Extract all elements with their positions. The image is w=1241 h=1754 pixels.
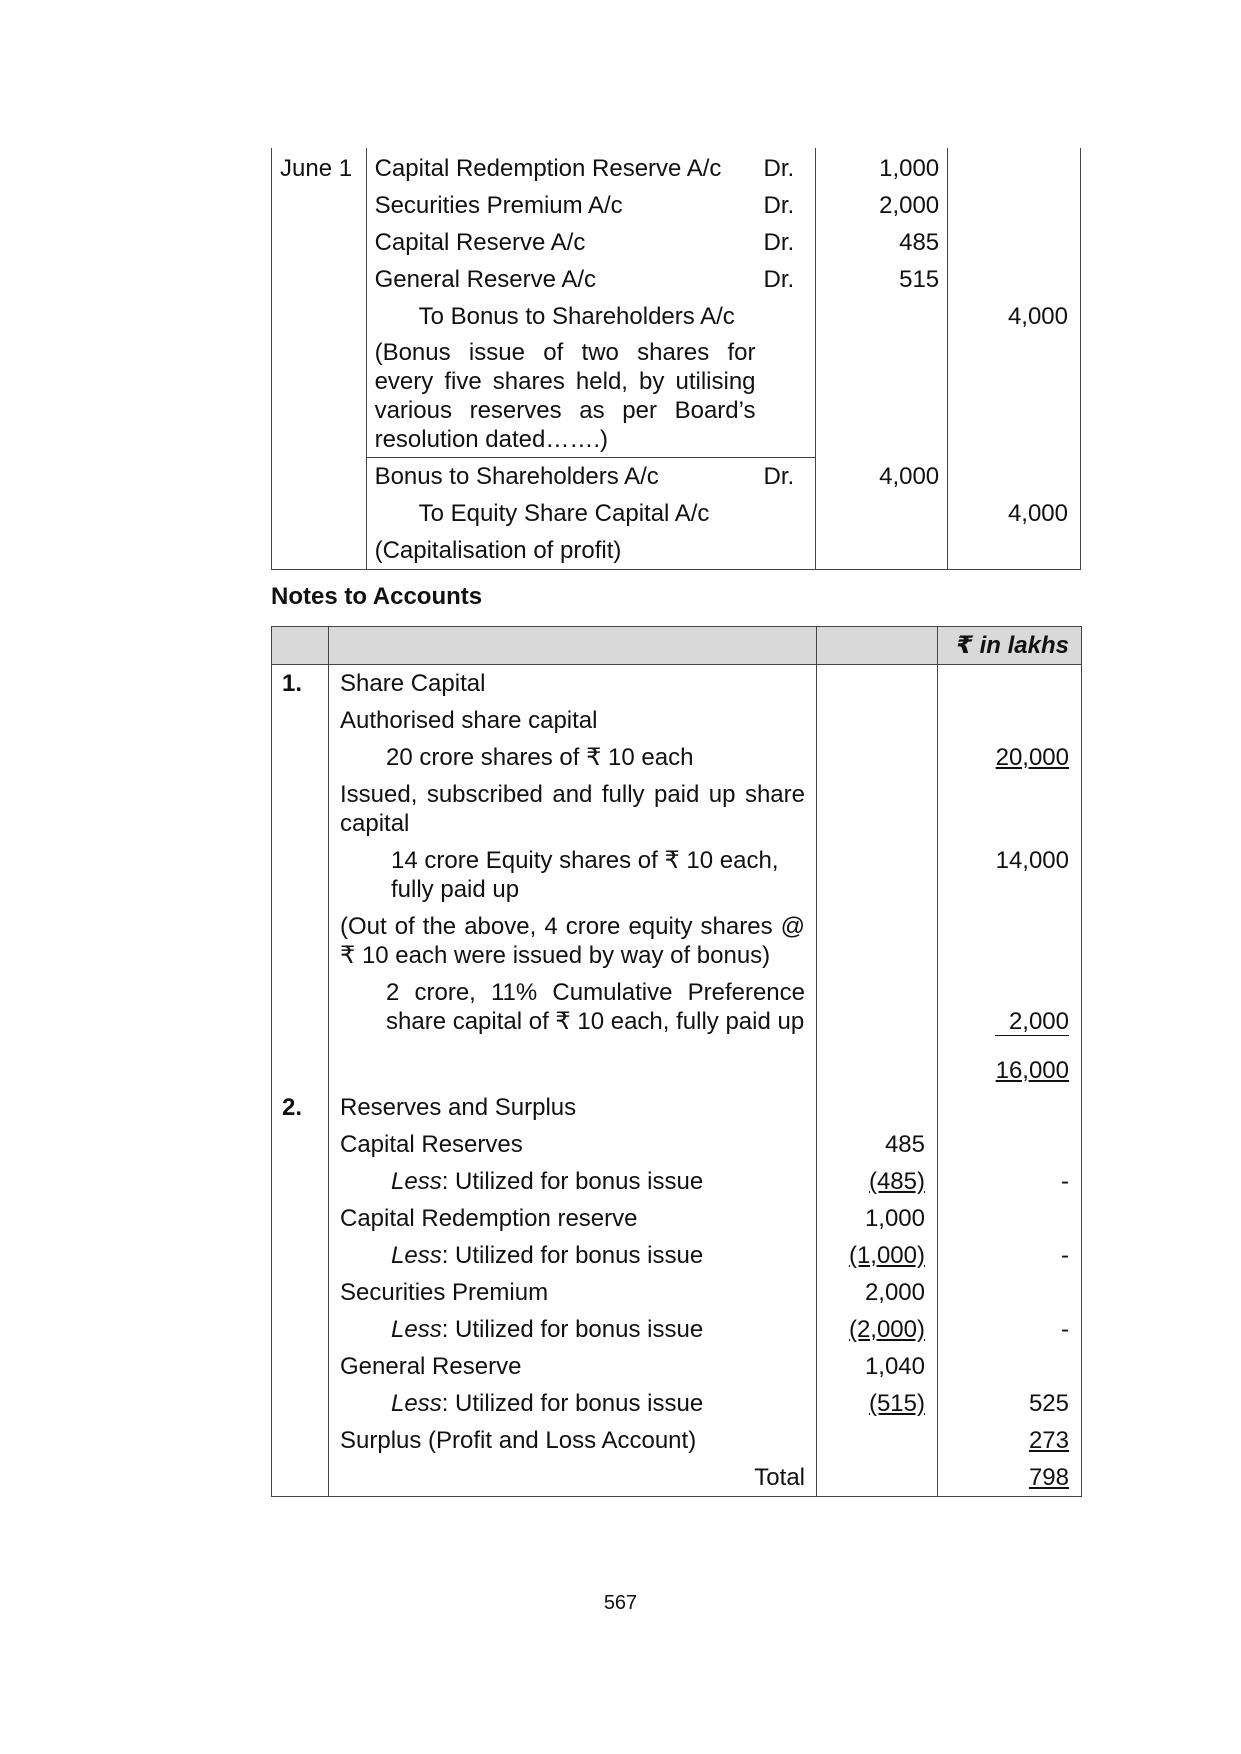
note-amount: 14,000 <box>938 842 1082 908</box>
table-row <box>272 1385 1082 1422</box>
note-amount: 1,000 <box>817 1200 938 1237</box>
note-amount: 1,040 <box>817 1348 938 1385</box>
note-amount: 16,000 <box>995 1057 1069 1084</box>
table-row <box>272 702 1082 739</box>
journal-debit: 485 <box>816 224 948 261</box>
unit-label: ₹ in lakhs <box>938 627 1082 665</box>
note-amount: 2,000 <box>817 1274 938 1311</box>
note-particulars: General Reserve <box>329 1348 817 1385</box>
journal-debit <box>816 495 948 532</box>
table-row <box>272 1348 1082 1385</box>
note-amount: 525 <box>938 1385 1082 1422</box>
journal-particulars: Capital Reserve A/c <box>374 229 586 256</box>
journal-particulars: Capital Redemption Reserve A/c <box>374 155 722 182</box>
journal-credit <box>948 187 1081 224</box>
notes-header-row <box>272 627 1082 665</box>
journal-row <box>272 224 1081 261</box>
table-row <box>272 1089 1082 1126</box>
note-particulars: Less: Utilized for bonus issue <box>329 1311 817 1348</box>
journal-particulars: Securities Premium A/c <box>374 192 623 219</box>
table-row <box>272 842 1082 908</box>
table-row <box>272 1126 1082 1163</box>
journal-particulars: Bonus to Shareholders A/c <box>366 458 763 496</box>
journal-credit <box>948 261 1081 298</box>
notes-heading: Notes to Accounts <box>271 583 483 610</box>
note-particulars: 20 crore shares of ₹ 10 each <box>329 739 817 776</box>
table-row <box>272 908 1082 974</box>
table-row <box>272 1422 1082 1459</box>
journal-dr: Dr. <box>764 224 816 261</box>
table-row <box>272 776 1082 842</box>
table-row <box>272 1052 1082 1089</box>
table-row <box>272 1237 1082 1274</box>
journal-table <box>271 148 1081 570</box>
journal-row <box>272 187 1081 224</box>
note-particulars: 2 crore, 11% Cumulative Preference share capital of ₹ 10 each, fully paid up <box>329 974 817 1052</box>
journal-row <box>272 335 1081 458</box>
note-amount: - <box>938 1163 1082 1200</box>
note-amount: 2,000 <box>995 1009 1069 1036</box>
note-amount: (485) <box>868 1168 925 1195</box>
journal-dr <box>764 298 816 335</box>
table-row <box>272 665 1082 703</box>
journal-dr: Dr. <box>764 261 816 298</box>
journal-row <box>272 298 1081 335</box>
note-amount: - <box>938 1311 1082 1348</box>
journal-row <box>272 458 1081 496</box>
note-particulars: Issued, subscribed and fully paid up share capital <box>329 776 817 842</box>
journal-credit <box>948 224 1081 261</box>
table-row <box>272 1163 1082 1200</box>
journal-date: June 1 <box>272 148 367 187</box>
note-amount: (515) <box>868 1390 925 1417</box>
table-row <box>272 1200 1082 1237</box>
note-amount: 20,000 <box>995 744 1069 771</box>
journal-dr <box>764 495 816 532</box>
note-particulars: (Out of the above, 4 crore equity shares @ ₹ 10 each were issued by way of bonus) <box>329 908 817 974</box>
journal-row <box>272 261 1081 298</box>
journal-particulars: To Equity Share Capital A/c <box>418 500 710 527</box>
journal-narration: (Bonus issue of two shares for every five shares held, by utilising various reserves as per Board’s resolution dated…….) <box>374 339 756 453</box>
journal-particulars: General Reserve A/c <box>374 266 597 293</box>
table-row <box>272 739 1082 776</box>
note-number: 2. <box>272 1089 329 1126</box>
journal-row <box>272 148 1081 187</box>
table-row <box>272 1311 1082 1348</box>
note-particulars: Less: Utilized for bonus issue <box>329 1163 817 1200</box>
journal-dr: Dr. <box>764 187 816 224</box>
note-particulars: Share Capital <box>329 665 817 703</box>
note-amount: - <box>938 1237 1082 1274</box>
note-particulars: Surplus (Profit and Loss Account) <box>329 1422 817 1459</box>
table-row <box>272 1274 1082 1311</box>
journal-debit: 1,000 <box>816 148 948 187</box>
journal-dr: Dr. <box>764 148 816 187</box>
journal-dr: Dr. <box>764 458 816 496</box>
journal-debit: 515 <box>816 261 948 298</box>
journal-credit: 4,000 <box>948 495 1081 532</box>
note-amount: (2,000) <box>848 1316 925 1343</box>
total-label: Total <box>329 1459 817 1497</box>
note-particulars: Securities Premium <box>329 1274 817 1311</box>
page-number: 567 <box>603 1592 638 1614</box>
notes-table <box>271 626 1082 1497</box>
journal-debit: 4,000 <box>816 458 948 496</box>
table-row <box>272 1459 1082 1497</box>
note-particulars: Less: Utilized for bonus issue <box>329 1385 817 1422</box>
journal-particulars: To Bonus to Shareholders A/c <box>418 303 735 330</box>
journal-row <box>272 495 1081 532</box>
note-amount: (1,000) <box>848 1242 925 1269</box>
journal-credit <box>948 148 1081 187</box>
journal-credit <box>948 458 1081 496</box>
note-amount: 273 <box>1028 1427 1069 1454</box>
note-particulars: Less: Utilized for bonus issue <box>329 1237 817 1274</box>
note-particulars: Authorised share capital <box>329 702 817 739</box>
note-amount: 485 <box>817 1126 938 1163</box>
journal-row <box>272 532 1081 570</box>
note-particulars: Reserves and Surplus <box>329 1089 817 1126</box>
journal-debit: 2,000 <box>816 187 948 224</box>
note-number: 1. <box>272 665 329 703</box>
total-amount: 798 <box>1028 1464 1069 1491</box>
journal-debit <box>816 298 948 335</box>
note-particulars: Capital Reserves <box>329 1126 817 1163</box>
table-row <box>272 974 1082 1052</box>
journal-narration: (Capitalisation of profit) <box>366 532 763 570</box>
note-particulars: 14 crore Equity shares of ₹ 10 each, fully paid up <box>329 842 817 908</box>
note-particulars: Capital Redemption reserve <box>329 1200 817 1237</box>
journal-credit: 4,000 <box>948 298 1081 335</box>
